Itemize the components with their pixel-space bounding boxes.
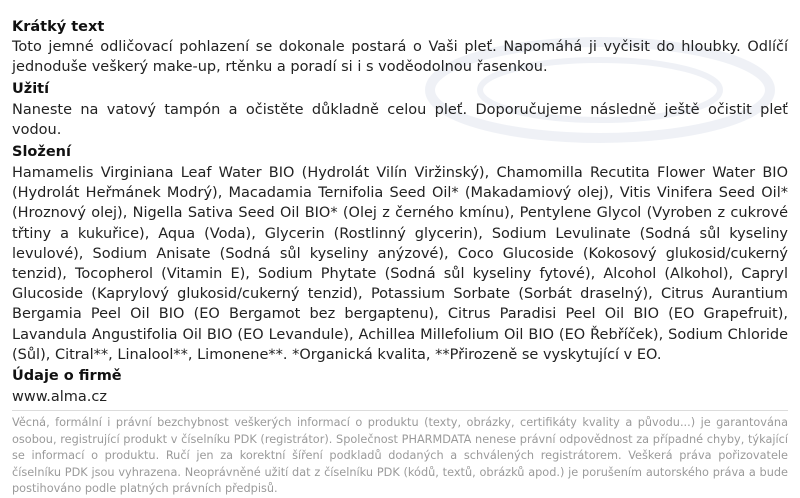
section-heading-ingredients: Složení <box>12 144 71 160</box>
section-text-company: www.alma.cz <box>12 389 107 405</box>
section-heading-company: Údaje o firmě <box>12 368 122 384</box>
section-text-ingredients: Hamamelis Virginiana Leaf Water BIO (Hydrolát Vilín Viržinský), Chamomilla Recutita Flower Water BIO (Hydrolát Heřmánek Modrý), Macadamia Ternifolia Seed Oil* (Makadamiový olej), Vitis Vinifera Seed Oil* (Hroznový olej), Nigella Sativa Seed Oil BIO* (Olej z černého kmínu), Pentylene Glycol (Vyroben z cukrové třtiny a kukuřice), Aqua (Voda), Glycerin (Rostlinný glycerin), Sodium Levulinate (Sodná sůl kyseliny levulové), Sodium Anisate (Sodná sůl kyseliny anýzové), Coco Glucoside (Kokosový glukosid/cukerný tenzid), Tocopherol (Vitamin E), Sodium Phytate (Sodná sůl kyseliny fytové), Alcohol (Alkohol), Capryl Glucoside (Kaprylový glukosid/cukerný tenzid), Potassium Sorbate (Sorbát draselný), Citrus Aurantium Bergamia Peel Oil BIO (EO Bergamot bez bergaptenu), Citrus Paradisi Peel Oil BIO (EO Grapefruit), Lavandula Angustifolia Oil BIO (EO Levandule), Achillea Millefolium Oil BIO (EO Řebříček), Sodium Chloride (Sůl), Citral**, Linalool**, Limonene**. *Organická kvalita, **Přirozeně se vyskytující v EO. <box>12 165 788 363</box>
section-text-usage: Naneste na vatový tampón a očistěte důkladně celou pleť. Doporučujeme následně ještě očistit pleť vodou. <box>12 102 788 139</box>
section-text-short-text: Toto jemné odličovací pohlazení se dokonale postará o Vaši pleť. Napomáhá ji vyčisit do hloubky. Odlíčí jednoduše veškerý make-up, rtěnku a poradí si i s voděodolnou řasenkou. <box>12 39 788 76</box>
legal-disclaimer: Věcná, formální i právní bezchybnost veškerých informací o produktu (texty, obrázky, certifikáty kvality a původu...) je garantována osobou, registrující produkt v číselníku PDK (registrátor). Společnost PHARMDATA nenese právní odpovědnost za případné chyby, týkající se informací o produktu. Ručí jen za korektní šíření podkladů dodaných a schválených registrátorem. Veškerá práva pořizovatele číselníku PDK jsou vyhrazena. Neoprávněné užití dat z číselníku PDK (kódů, textů, obrázků apod.) je porušením autorského práva a bude postihováno podle platných právních předpisů. <box>12 416 788 495</box>
section-heading-usage: Užití <box>12 81 50 97</box>
section-heading-short-text: Krátký text <box>12 19 105 35</box>
divider <box>12 410 788 411</box>
